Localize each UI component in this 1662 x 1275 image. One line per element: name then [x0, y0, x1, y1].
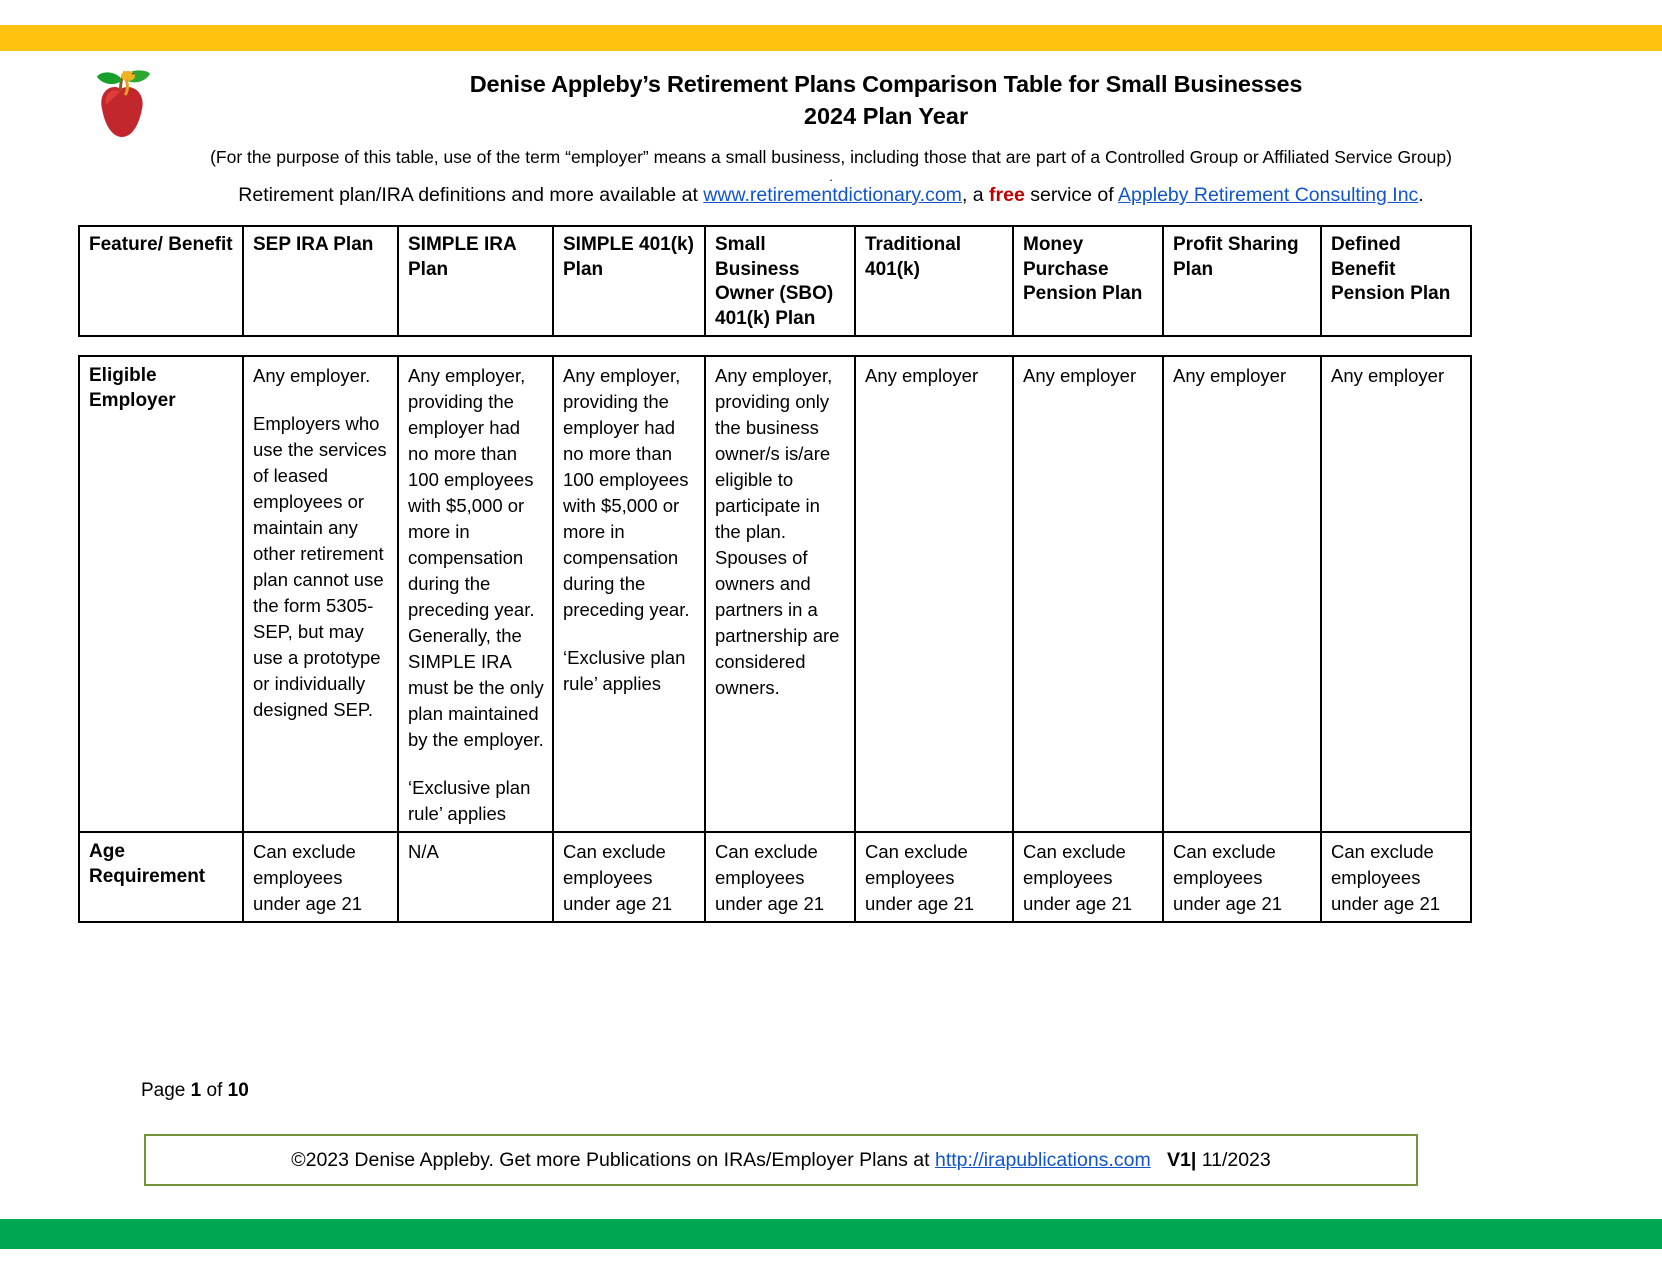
cell-paragraph: Any employer.	[253, 365, 371, 386]
scope-note: (For the purpose of this table, use of the term “employer” means a small business, including those that are part of a Controlled Group or Affiliated Service Group)	[210, 147, 1452, 167]
column-header-profit-sharing: Profit Sharing Plan	[1163, 226, 1321, 336]
column-header-sbo-401k: Small Business Owner (SBO) 401(k) Plan	[705, 226, 855, 336]
resource-line-lead: Retirement plan/IRA definitions and more available at	[238, 184, 704, 206]
cell-age-requirement-money-purchase: Can exclude employees under age 21	[1013, 832, 1163, 922]
table-header-row	[79, 226, 1471, 336]
cell-paragraph: ‘Exclusive plan rule’ applies	[563, 647, 686, 694]
column-header-traditional-401k: Traditional 401(k)	[855, 226, 1013, 336]
cell-age-requirement-sbo-401k: Can exclude employees under age 21	[705, 832, 855, 922]
version-label: V1|	[1166, 1148, 1197, 1171]
cell-paragraph: Any employer, providing only the business owner/s is/are eligible to participate in the plan. Spouses of owners and partners in a partnership are considered owners.	[715, 365, 840, 698]
cell-age-requirement-sep-ira: Can exclude employees under age 21	[243, 832, 398, 922]
cell-eligible-employer-traditional-401k: Any employer	[855, 356, 1013, 832]
column-header-simple-ira: SIMPLE IRA Plan	[398, 226, 553, 336]
column-header-defined-benefit: Defined Benefit Pension Plan	[1321, 226, 1471, 336]
appleby-consulting-link[interactable]: Appleby Retirement Consulting Inc	[1118, 184, 1419, 206]
top-accent-bar	[0, 25, 1662, 51]
column-header-feature: Feature/ Benefit	[79, 226, 243, 336]
cell-age-requirement-traditional-401k: Can exclude employees under age 21	[855, 832, 1013, 922]
irapublications-link[interactable]: http://irapublications.com	[935, 1148, 1151, 1171]
table-row	[79, 832, 1471, 922]
page-label-pre: Page	[141, 1080, 191, 1101]
cell-eligible-employer-defined-benefit: Any employer	[1321, 356, 1471, 832]
page-number-value: 1	[190, 1080, 202, 1101]
comparison-table-body	[78, 355, 1472, 923]
cell-paragraph: Any employer, providing the employer had no more than 100 employees with $5,000 or more in compensation during the preceding year.	[563, 365, 690, 620]
page-subtitle: 2024 Plan Year	[803, 103, 969, 129]
copyright-lead: ©2023 Denise Appleby. Get more Publications on IRAs/Employer Plans at	[291, 1148, 935, 1171]
column-header-sep-ira: SEP IRA Plan	[243, 226, 398, 336]
page-title: Denise Appleby’s Retirement Plans Comparison Table for Small Businesses	[469, 71, 1303, 97]
cell-eligible-employer-profit-sharing: Any employer	[1163, 356, 1321, 832]
cell-eligible-employer-money-purchase: Any employer	[1013, 356, 1163, 832]
bottom-accent-bar	[0, 1219, 1662, 1249]
resource-line-mid1: , a	[961, 184, 990, 206]
cell-paragraph: Employers who use the services of leased employees or maintain any other retirement plan cannot use the form 5305-SEP, but may use a prototype or individually designed SEP.	[253, 413, 387, 720]
copyright-text	[291, 1149, 1271, 1172]
cell-eligible-employer-sbo-401k	[705, 356, 855, 832]
apple-logo-icon	[88, 65, 158, 143]
copyright-banner	[144, 1134, 1418, 1186]
cell-eligible-employer-simple-401k	[553, 356, 705, 832]
row-label-eligible-employer: Eligible Employer	[79, 356, 243, 832]
cell-paragraph: ‘Exclusive plan rule’ applies	[408, 777, 531, 824]
cell-age-requirement-simple-ira: N/A	[398, 832, 553, 922]
comparison-table-header	[78, 225, 1472, 337]
free-emphasis: free	[989, 184, 1025, 206]
cell-eligible-employer-simple-ira	[398, 356, 553, 832]
document-header	[0, 51, 1662, 219]
document-page	[0, 51, 1662, 1219]
page-label-mid: of	[201, 1080, 228, 1101]
cell-eligible-employer-sep-ira	[243, 356, 398, 832]
cell-age-requirement-profit-sharing: Can exclude employees under age 21	[1163, 832, 1321, 922]
column-header-simple-401k: SIMPLE 401(k) Plan	[553, 226, 705, 336]
column-header-money-purchase: Money Purchase Pension Plan	[1013, 226, 1163, 336]
cell-paragraph: Any employer, providing the employer had no more than 100 employees with $5,000 or more in compensation during the preceding year. Generally, the SIMPLE IRA must be the only plan maintained by the employer.	[408, 365, 544, 750]
cell-age-requirement-simple-401k: Can exclude employees under age 21	[553, 832, 705, 922]
separator-dot: .	[829, 169, 833, 184]
cell-age-requirement-defined-benefit: Can exclude employees under age 21	[1321, 832, 1471, 922]
row-label-age-requirement: Age Requirement	[79, 832, 243, 922]
version-date: 11/2023	[1201, 1148, 1271, 1171]
table-row	[79, 356, 1471, 832]
resource-line-tail: .	[1418, 184, 1424, 206]
title-block	[170, 69, 1602, 132]
resource-line	[0, 182, 1662, 208]
page-total-value: 10	[227, 1080, 249, 1101]
resource-line-mid2: service of	[1024, 184, 1119, 206]
retirementdictionary-link[interactable]: www.retirementdictionary.com	[703, 184, 962, 206]
page-number-label	[141, 1080, 249, 1102]
